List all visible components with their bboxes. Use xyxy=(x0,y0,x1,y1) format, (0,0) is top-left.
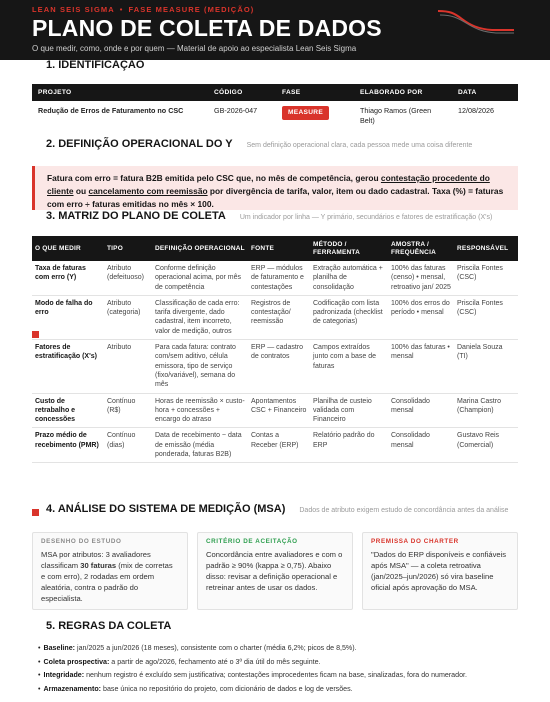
table-row xyxy=(32,101,518,131)
operational-definition-box xyxy=(32,166,518,210)
card-text-part: (mix de corretas e com erro), 2 rodadas em ordem aleatória, contra o padrão do especialista. xyxy=(41,561,173,603)
row-what: Custo de retrabalho e concessões xyxy=(32,393,104,428)
section-4-heading: 4. ANÁLISE DO SISTEMA DE MEDIÇÃO (MSA) xyxy=(46,503,286,515)
section-3-note: Um indicador por linha — Y primário, secundários e fatores de estratificação (X's) xyxy=(239,214,493,221)
row-owner: Priscila Fontes (CSC) xyxy=(454,295,518,339)
section-title-collection-matrix xyxy=(46,210,492,222)
table-header-row xyxy=(32,236,518,261)
section-4-note: Dados de atributo exigem estudo de concordância antes da análise xyxy=(299,507,509,514)
side-marker xyxy=(32,331,39,338)
definition-text-1: Fatura com erro = fatura B2B emitida pelo CSC que, no mês de competência, gerou xyxy=(47,173,381,183)
project-author: Thiago Ramos (Green Belt) xyxy=(360,106,432,125)
row-definition: Classificação de cada erro: tarifa divergente, dado cadastral, item incorreto, valor de medição, outros xyxy=(152,295,248,339)
trend-line-icon xyxy=(436,5,516,37)
row-definition: Conforme definição operacional acima, por mês de competência xyxy=(152,261,248,295)
section-2-note: Sem definição operacional clara, cada pessoa mede uma coisa diferente xyxy=(246,142,473,149)
rule-label: Baseline: xyxy=(43,644,76,652)
card-text xyxy=(41,549,179,604)
row-definition: Horas de reemissão × custo-hora + concessões + encargo do atraso xyxy=(152,393,248,428)
section-3-heading: 3. MATRIZ DO PLANO DE COLETA xyxy=(46,210,226,222)
column-header-method: MÉTODO / FERRAMENTA xyxy=(310,236,388,261)
row-what: Taxa de faturas com erro (Y) xyxy=(32,261,104,295)
row-method: Extração automática + planilha de consolidação xyxy=(310,261,388,295)
project-date: 12/08/2026 xyxy=(458,106,494,115)
row-method: Campos extraídos junto com a base de faturas xyxy=(310,340,388,393)
column-header-source: FONTE xyxy=(248,236,310,261)
definition-text-2: ou xyxy=(73,186,89,196)
column-header-author: ELABORADO POR xyxy=(354,84,452,101)
project-code: GB-2026-047 xyxy=(214,106,258,115)
page-subtitle: O que medir, como, onde e por quem — Material de apoio ao especialista Lean Seis Sigma xyxy=(32,44,357,53)
phase-badge: MEASURE xyxy=(282,106,329,120)
rule-text: jan/2025 a jun/2026 (18 meses), consistente com o charter (média 6,2%; picos de 8,5%). xyxy=(75,644,357,652)
row-method: Planilha de custeio validada com Financeiro xyxy=(310,393,388,428)
rule-text: a partir de ago/2026, fechamento até o 3º dia útil do mês seguinte. xyxy=(109,657,321,666)
row-sample: Consolidado mensal xyxy=(388,393,454,428)
column-header-type: TIPO xyxy=(104,236,152,261)
column-header-owner: RESPONSÁVEL xyxy=(454,236,518,261)
section-2-heading: 2. DEFINIÇÃO OPERACIONAL DO Y xyxy=(46,138,233,150)
row-method: Relatório padrão do ERP xyxy=(310,428,388,463)
rule-label: Coleta prospectiva: xyxy=(43,657,110,666)
table-row xyxy=(32,340,518,393)
row-type: Atributo xyxy=(104,340,152,393)
table-header-row xyxy=(32,84,518,101)
row-sample: 100% dos erros do período • mensal xyxy=(388,295,454,339)
list-item xyxy=(38,683,518,697)
row-type: Contínuo (dias) xyxy=(104,428,152,463)
section-title-collection-rules: 5. REGRAS DA COLETA xyxy=(46,620,172,632)
row-owner: Priscila Fontes (CSC) xyxy=(454,261,518,295)
row-what: Modo de falha do erro xyxy=(32,295,104,339)
row-owner: Marina Castro (Champion) xyxy=(454,393,518,428)
column-header-phase: FASE xyxy=(276,84,354,101)
row-source: Contas a Receber (ERP) xyxy=(248,428,310,463)
card-acceptance-criterion xyxy=(197,532,353,610)
phase-cell xyxy=(276,101,354,131)
table-row xyxy=(32,428,518,463)
row-source: ERP — cadastro de contratos xyxy=(248,340,310,393)
rule-text: base única no repositório do projeto, com dicionário de dados e log de versões. xyxy=(101,684,353,693)
section-title-msa xyxy=(46,503,508,515)
card-text: Concordância entre avaliadores e com o padrão ≥ 90% (kappa ≥ 0,75). Abaixo disso: revisar a definição operacional e retreinar antes de usar os dados. xyxy=(206,550,343,592)
definition-text-3: por divergência de tarifa, valor, item ou dado cadastral. Taxa (%) = faturas com erro ÷ faturas emitidas no mês × 100. xyxy=(47,186,504,209)
row-sample: 100% das faturas (censo) • mensal, retroativo jan/ 2025 xyxy=(388,261,454,295)
column-header-sample: AMOSTRA / FREQUÊNCIA xyxy=(388,236,454,261)
kicker-phase: FASE MEASURE (MEDIÇÃO) xyxy=(128,5,255,14)
table-row xyxy=(32,295,518,339)
rule-text: nenhum registro é excluído sem justificativa; contestações improcedentes ficam na base, sinalizadas, fora do numerador. xyxy=(84,671,467,679)
row-what: Prazo médio de recebimento (PMR) xyxy=(32,428,104,463)
section-title-identification: 1. IDENTIFICAÇÃO xyxy=(46,59,145,71)
kicker-program: LEAN SEIS SIGMA xyxy=(32,5,115,14)
column-header-project: PROJETO xyxy=(32,84,208,101)
definition-term-contest: contestação procedente do cliente xyxy=(47,173,490,196)
card-study-design xyxy=(32,532,188,610)
page-title: PLANO DE COLETA DE DADOS xyxy=(32,15,382,41)
card-text-emphasis: 30 faturas xyxy=(80,561,117,570)
identification-table xyxy=(32,84,518,131)
column-header-code: CÓDIGO xyxy=(208,84,276,101)
kicker-separator: • xyxy=(119,5,124,14)
row-definition: Data de recebimento − data de emissão (média ponderada, faturas B2B) xyxy=(152,428,248,463)
row-source: Registros de contestação/ reemissão xyxy=(248,295,310,339)
column-header-definition: DEFINIÇÃO OPERACIONAL xyxy=(152,236,248,261)
table-row xyxy=(32,393,518,428)
rule-label: Armazenamento: xyxy=(43,684,102,693)
row-definition: Para cada fatura: contrato com/sem aditivo, célula emissora, tipo de serviço (fixo/variável), semana do mês xyxy=(152,340,248,393)
project-name: Redução de Erros de Faturamento no CSC xyxy=(38,106,184,115)
side-marker xyxy=(32,509,39,516)
row-type: Contínuo (R$) xyxy=(104,393,152,428)
column-header-what: O QUE MEDIR xyxy=(32,236,104,261)
rule-label: Integridade: xyxy=(43,671,85,679)
definition-term-cancel: cancelamento com reemissão xyxy=(88,186,208,196)
row-source: Apontamentos CSC + Financeiro xyxy=(248,393,310,428)
column-header-date: DATA xyxy=(452,84,518,101)
row-source: ERP — módulos de faturamento e contestações xyxy=(248,261,310,295)
row-type: Atributo (defeituoso) xyxy=(104,261,152,295)
row-sample: 100% das faturas • mensal xyxy=(388,340,454,393)
row-method: Codificação com lista padronizada (checklist de categorias) xyxy=(310,295,388,339)
collection-matrix-table xyxy=(32,236,518,463)
card-text: "Dados do ERP disponíveis e confiáveis após MSA" — a coleta retroativa (jan/2025–jun/2026) só vira baseline oficial após aprovação do MSA. xyxy=(371,550,507,592)
header-banner xyxy=(0,0,550,60)
card-label: PREMISSA DO CHARTER xyxy=(371,538,459,545)
collection-rules-list xyxy=(38,642,518,696)
list-item xyxy=(38,656,518,670)
list-item xyxy=(38,642,518,656)
section-title-operational-definition xyxy=(46,138,472,150)
card-label: DESENHO DO ESTUDO xyxy=(41,538,122,545)
row-owner: Gustavo Reis (Comercial) xyxy=(454,428,518,463)
list-item xyxy=(38,669,518,683)
header-kicker xyxy=(32,5,254,14)
row-what: Fatores de estratificação (X's) xyxy=(32,340,104,393)
row-owner: Daniela Souza (TI) xyxy=(454,340,518,393)
row-type: Atributo (categoria) xyxy=(104,295,152,339)
table-row xyxy=(32,261,518,295)
card-text-part: MSA por atributos: 3 avaliadores classificam xyxy=(41,550,151,570)
card-charter-premise xyxy=(362,532,518,610)
row-sample: Consolidado mensal xyxy=(388,428,454,463)
card-label: CRITÉRIO DE ACEITAÇÃO xyxy=(206,538,298,545)
